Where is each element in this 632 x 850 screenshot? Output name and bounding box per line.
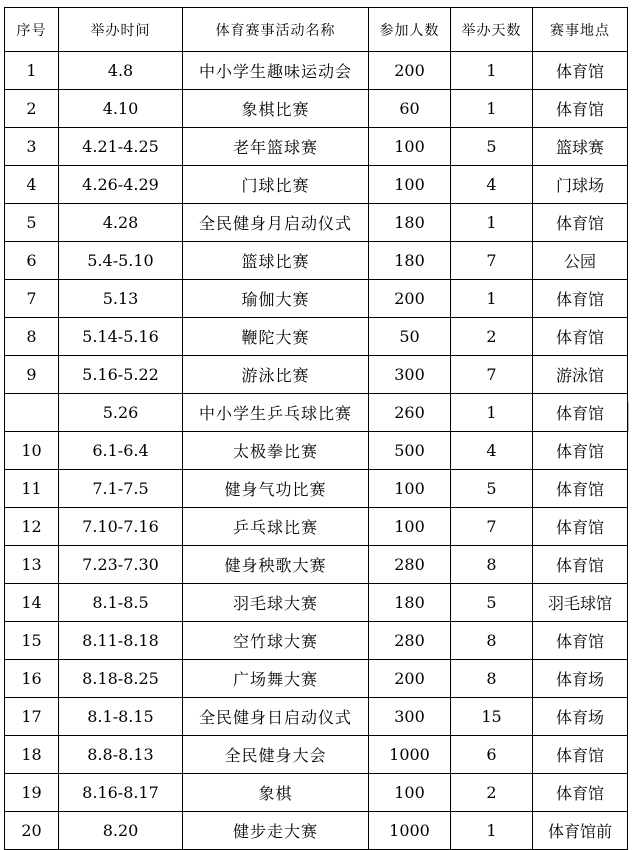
row-date: 4.28 — [59, 204, 183, 242]
row-venue: 体育馆 — [533, 280, 628, 318]
row-event-name: 空竹球大赛 — [183, 622, 369, 660]
row-date: 4.8 — [59, 52, 183, 90]
row-index: 13 — [5, 546, 59, 584]
row-event-name: 象棋 — [183, 774, 369, 812]
row-date: 4.26-4.29 — [59, 166, 183, 204]
row-days: 6 — [451, 736, 533, 774]
row-participants: 180 — [369, 242, 451, 280]
row-index: 7 — [5, 280, 59, 318]
row-days: 7 — [451, 508, 533, 546]
row-index — [5, 394, 59, 432]
row-days: 2 — [451, 774, 533, 812]
row-days: 8 — [451, 660, 533, 698]
row-participants: 300 — [369, 356, 451, 394]
row-days: 15 — [451, 698, 533, 736]
row-event-name: 象棋比赛 — [183, 90, 369, 128]
row-index: 19 — [5, 774, 59, 812]
table-row — [5, 660, 628, 698]
row-participants: 260 — [369, 394, 451, 432]
table-row — [5, 812, 628, 850]
row-days: 1 — [451, 280, 533, 318]
row-index: 14 — [5, 584, 59, 622]
row-date: 5.26 — [59, 394, 183, 432]
row-days: 8 — [451, 622, 533, 660]
row-days: 5 — [451, 584, 533, 622]
row-date: 5.13 — [59, 280, 183, 318]
row-venue: 体育馆 — [533, 318, 628, 356]
row-index: 5 — [5, 204, 59, 242]
row-event-name: 篮球比赛 — [183, 242, 369, 280]
row-date: 8.11-8.18 — [59, 622, 183, 660]
row-date: 4.10 — [59, 90, 183, 128]
row-index: 3 — [5, 128, 59, 166]
row-index: 9 — [5, 356, 59, 394]
row-participants: 1000 — [369, 736, 451, 774]
table-row — [5, 622, 628, 660]
table-row — [5, 242, 628, 280]
header-event-name: 体育赛事活动名称 — [183, 8, 369, 52]
row-venue: 体育馆前 — [533, 812, 628, 850]
row-days: 7 — [451, 356, 533, 394]
row-date: 8.18-8.25 — [59, 660, 183, 698]
row-date: 5.14-5.16 — [59, 318, 183, 356]
row-venue: 体育馆 — [533, 622, 628, 660]
row-index: 17 — [5, 698, 59, 736]
table-row — [5, 204, 628, 242]
row-date: 4.21-4.25 — [59, 128, 183, 166]
table-row — [5, 774, 628, 812]
row-participants: 50 — [369, 318, 451, 356]
table-row — [5, 52, 628, 90]
row-venue: 体育馆 — [533, 774, 628, 812]
row-days: 8 — [451, 546, 533, 584]
row-venue: 门球场 — [533, 166, 628, 204]
row-venue: 体育馆 — [533, 52, 628, 90]
table-row — [5, 508, 628, 546]
row-participants: 180 — [369, 204, 451, 242]
row-date: 8.1-8.15 — [59, 698, 183, 736]
row-days: 2 — [451, 318, 533, 356]
row-participants: 100 — [369, 166, 451, 204]
row-venue: 羽毛球馆 — [533, 584, 628, 622]
header-index: 序号 — [5, 8, 59, 52]
row-date: 8.16-8.17 — [59, 774, 183, 812]
table-row — [5, 280, 628, 318]
row-days: 4 — [451, 166, 533, 204]
row-index: 15 — [5, 622, 59, 660]
row-date: 7.10-7.16 — [59, 508, 183, 546]
row-index: 4 — [5, 166, 59, 204]
row-participants: 200 — [369, 52, 451, 90]
row-index: 16 — [5, 660, 59, 698]
row-event-name: 健步走大赛 — [183, 812, 369, 850]
row-days: 1 — [451, 812, 533, 850]
row-participants: 280 — [369, 622, 451, 660]
row-participants: 180 — [369, 584, 451, 622]
row-days: 1 — [451, 52, 533, 90]
row-event-name: 健身气功比赛 — [183, 470, 369, 508]
row-venue: 体育馆 — [533, 546, 628, 584]
row-days: 1 — [451, 394, 533, 432]
row-index: 2 — [5, 90, 59, 128]
row-event-name: 羽毛球大赛 — [183, 584, 369, 622]
table-row — [5, 356, 628, 394]
row-event-name: 广场舞大赛 — [183, 660, 369, 698]
row-participants: 100 — [369, 774, 451, 812]
row-event-name: 太极拳比赛 — [183, 432, 369, 470]
row-event-name: 瑜伽大赛 — [183, 280, 369, 318]
row-event-name: 健身秧歌大赛 — [183, 546, 369, 584]
row-event-name: 中小学生乒乓球比赛 — [183, 394, 369, 432]
row-days: 5 — [451, 128, 533, 166]
row-venue: 体育馆 — [533, 432, 628, 470]
row-index: 10 — [5, 432, 59, 470]
table-row — [5, 546, 628, 584]
row-date: 8.20 — [59, 812, 183, 850]
row-date: 5.4-5.10 — [59, 242, 183, 280]
header-venue: 赛事地点 — [533, 8, 628, 52]
table-row — [5, 90, 628, 128]
row-event-name: 全民健身大会 — [183, 736, 369, 774]
row-event-name: 门球比赛 — [183, 166, 369, 204]
scroll-edge-marker — [628, 402, 632, 432]
row-event-name: 全民健身月启动仪式 — [183, 204, 369, 242]
row-index: 6 — [5, 242, 59, 280]
header-days: 举办天数 — [451, 8, 533, 52]
row-participants: 1000 — [369, 812, 451, 850]
row-event-name: 乒乓球比赛 — [183, 508, 369, 546]
row-event-name: 鞭陀大赛 — [183, 318, 369, 356]
table-row — [5, 128, 628, 166]
table-row — [5, 736, 628, 774]
row-venue: 体育馆 — [533, 394, 628, 432]
row-venue: 篮球赛 — [533, 128, 628, 166]
table-row — [5, 318, 628, 356]
row-venue: 游泳馆 — [533, 356, 628, 394]
table-row — [5, 584, 628, 622]
row-venue: 体育馆 — [533, 204, 628, 242]
row-participants: 100 — [369, 128, 451, 166]
header-date: 举办时间 — [59, 8, 183, 52]
row-days: 1 — [451, 90, 533, 128]
row-venue: 体育馆 — [533, 736, 628, 774]
row-participants: 200 — [369, 280, 451, 318]
row-event-name: 全民健身日启动仪式 — [183, 698, 369, 736]
events-table — [4, 7, 628, 850]
row-participants: 200 — [369, 660, 451, 698]
row-venue: 体育馆 — [533, 90, 628, 128]
row-participants: 300 — [369, 698, 451, 736]
row-index: 20 — [5, 812, 59, 850]
row-date: 7.23-7.30 — [59, 546, 183, 584]
row-venue: 体育馆 — [533, 470, 628, 508]
row-days: 5 — [451, 470, 533, 508]
row-index: 12 — [5, 508, 59, 546]
header-participants: 参加人数 — [369, 8, 451, 52]
row-participants: 60 — [369, 90, 451, 128]
table-row — [5, 394, 628, 432]
row-event-name: 中小学生趣味运动会 — [183, 52, 369, 90]
row-index: 18 — [5, 736, 59, 774]
row-participants: 100 — [369, 508, 451, 546]
row-date: 5.16-5.22 — [59, 356, 183, 394]
row-venue: 体育馆 — [533, 508, 628, 546]
row-date: 7.1-7.5 — [59, 470, 183, 508]
row-index: 11 — [5, 470, 59, 508]
row-participants: 500 — [369, 432, 451, 470]
row-participants: 280 — [369, 546, 451, 584]
row-venue: 体育场 — [533, 698, 628, 736]
table-row — [5, 166, 628, 204]
row-days: 4 — [451, 432, 533, 470]
row-days: 1 — [451, 204, 533, 242]
row-venue: 体育场 — [533, 660, 628, 698]
row-event-name: 游泳比赛 — [183, 356, 369, 394]
row-date: 6.1-6.4 — [59, 432, 183, 470]
table-row — [5, 432, 628, 470]
row-participants: 100 — [369, 470, 451, 508]
row-event-name: 老年篮球赛 — [183, 128, 369, 166]
row-venue: 公园 — [533, 242, 628, 280]
row-index: 1 — [5, 52, 59, 90]
row-days: 7 — [451, 242, 533, 280]
header-row — [5, 8, 628, 52]
table-row — [5, 698, 628, 736]
row-date: 8.1-8.5 — [59, 584, 183, 622]
row-index: 8 — [5, 318, 59, 356]
table-row — [5, 470, 628, 508]
row-date: 8.8-8.13 — [59, 736, 183, 774]
